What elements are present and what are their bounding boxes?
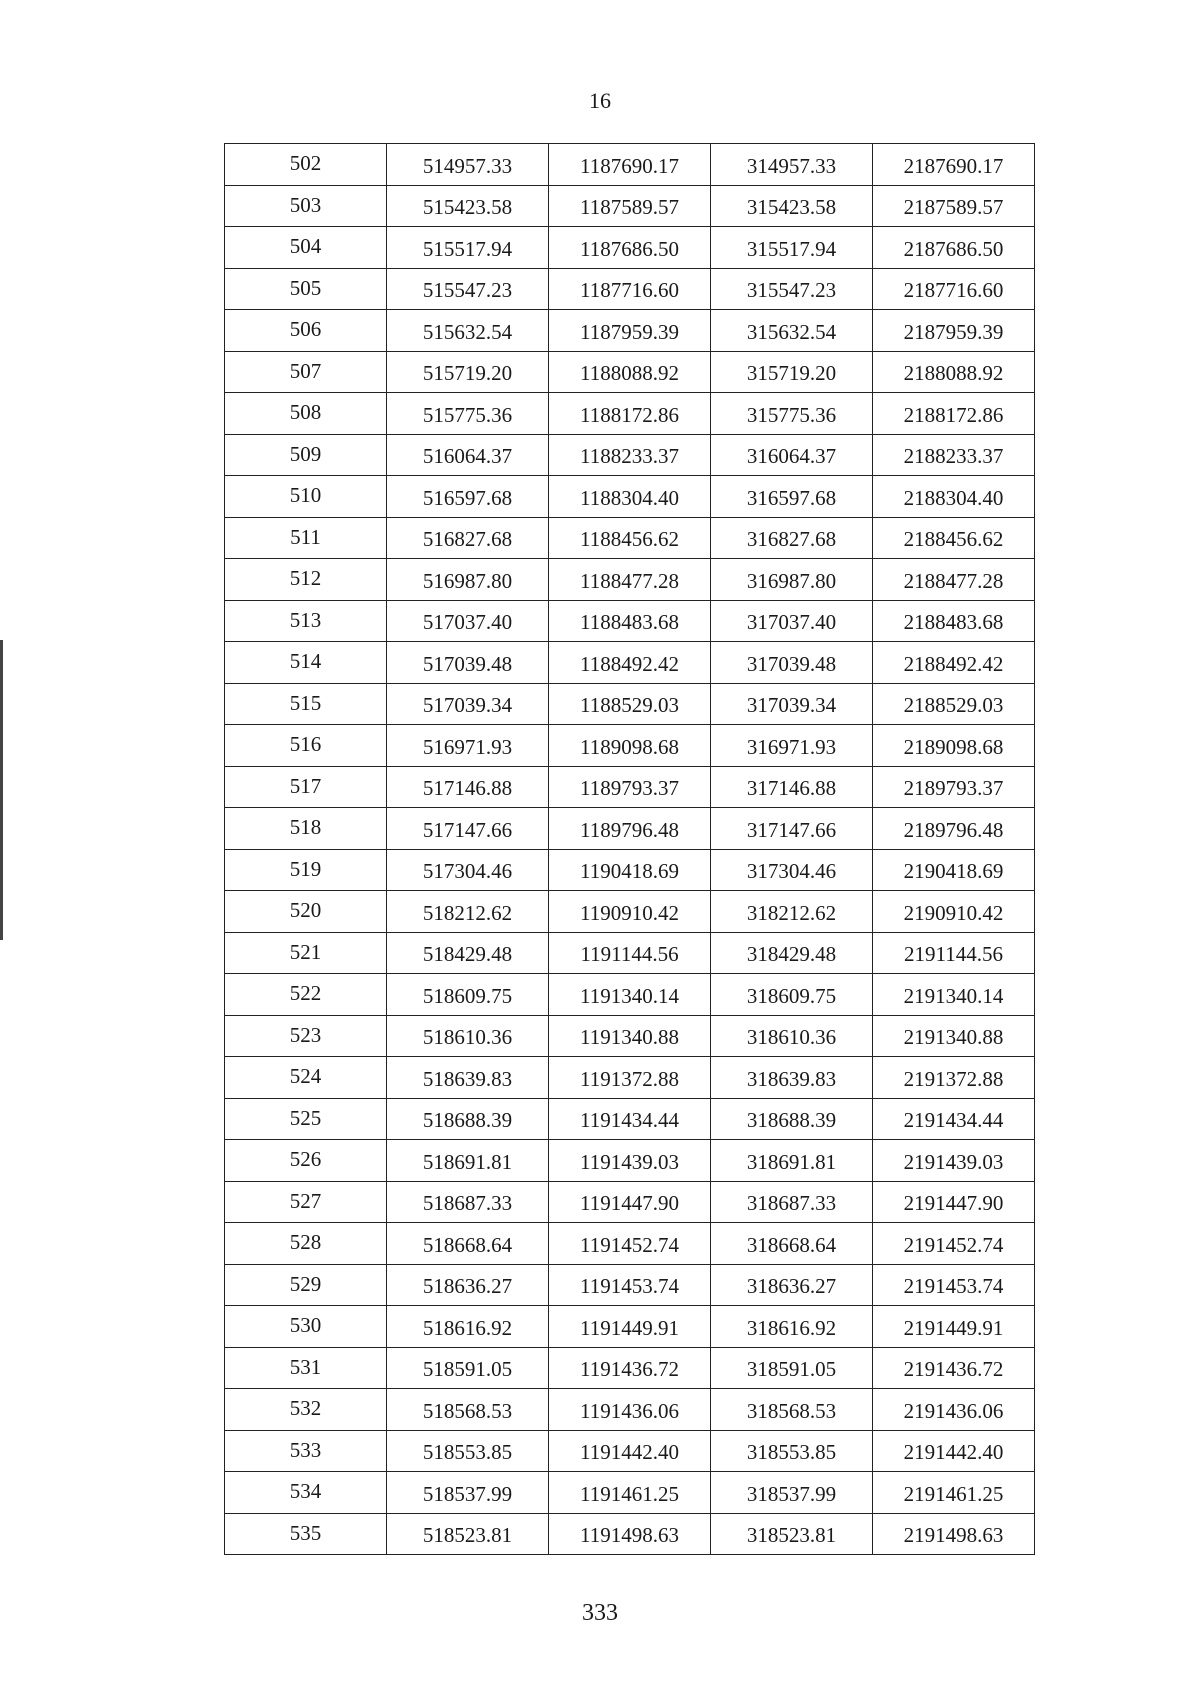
point-number-cell: 507 [225,351,387,393]
coordinate-cell: 315775.36 [711,393,873,435]
coordinate-cell: 318668.64 [711,1223,873,1265]
table-row [225,849,1035,891]
coordinate-cell: 518639.83 [387,1057,549,1099]
point-number-cell: 514 [225,642,387,684]
coordinate-cell: 518688.39 [387,1098,549,1140]
coordinate-cell: 316827.68 [711,517,873,559]
coordinate-cell: 318429.48 [711,932,873,974]
point-number-cell: 508 [225,393,387,435]
coordinate-cell: 318591.05 [711,1347,873,1389]
table-row [225,1389,1035,1431]
point-number-cell: 518 [225,808,387,850]
coordinate-cell: 316597.68 [711,476,873,518]
coordinate-cell: 2188483.68 [873,600,1035,642]
coordinate-cell: 2188492.42 [873,642,1035,684]
coordinate-cell: 2191436.72 [873,1347,1035,1389]
coordinate-cell: 1191461.25 [549,1472,711,1514]
point-number-cell: 528 [225,1223,387,1265]
coordinate-cell: 318691.81 [711,1140,873,1182]
coordinate-cell: 315423.58 [711,185,873,227]
coordinate-cell: 2187959.39 [873,310,1035,352]
table-row [225,1430,1035,1472]
table-row [225,1057,1035,1099]
table-row [225,268,1035,310]
coordinate-cell: 317039.34 [711,683,873,725]
table-row [225,1223,1035,1265]
table-row [225,476,1035,518]
point-number-cell: 503 [225,185,387,227]
point-number-cell: 509 [225,434,387,476]
point-number-cell: 521 [225,932,387,974]
coordinate-cell: 515775.36 [387,393,549,435]
page-number-bottom: 333 [582,1600,618,1626]
table-row [225,1140,1035,1182]
point-number-cell: 526 [225,1140,387,1182]
point-number-cell: 504 [225,227,387,269]
point-number-cell: 516 [225,725,387,767]
point-number-cell: 533 [225,1430,387,1472]
coordinate-cell: 2191449.91 [873,1306,1035,1348]
table-row [225,891,1035,933]
point-number-cell: 530 [225,1306,387,1348]
coordinate-cell: 315547.23 [711,268,873,310]
table-row [225,310,1035,352]
coordinate-cell: 2187690.17 [873,144,1035,186]
point-number-cell: 525 [225,1098,387,1140]
point-number-cell: 534 [225,1472,387,1514]
table-row [225,185,1035,227]
point-number-cell: 532 [225,1389,387,1431]
coordinate-cell: 2191372.88 [873,1057,1035,1099]
table-row [225,932,1035,974]
point-number-cell: 523 [225,1015,387,1057]
coordinate-cell: 517304.46 [387,849,549,891]
coordinate-cell: 2189793.37 [873,766,1035,808]
point-number-cell: 519 [225,849,387,891]
point-number-cell: 506 [225,310,387,352]
coordinate-cell: 516987.80 [387,559,549,601]
table-row [225,559,1035,601]
coordinate-cell: 1188483.68 [549,600,711,642]
table-row [225,1015,1035,1057]
coordinate-cell: 518668.64 [387,1223,549,1265]
coordinate-cell: 1191439.03 [549,1140,711,1182]
table-row [225,642,1035,684]
coordinate-cell: 2191447.90 [873,1181,1035,1223]
coordinate-cell: 317304.46 [711,849,873,891]
table-row [225,1513,1035,1555]
table-row [225,974,1035,1016]
table-row [225,1306,1035,1348]
coordinate-cell: 518591.05 [387,1347,549,1389]
coordinate-cell: 2191498.63 [873,1513,1035,1555]
table-row [225,351,1035,393]
point-number-cell: 502 [225,144,387,186]
table-row [225,1098,1035,1140]
table-row [225,725,1035,767]
coordinates-table [224,143,1035,1555]
table-row [225,1472,1035,1514]
coordinate-cell: 1190418.69 [549,849,711,891]
coordinate-cell: 517147.66 [387,808,549,850]
coordinate-cell: 518609.75 [387,974,549,1016]
coordinate-cell: 2191442.40 [873,1430,1035,1472]
coordinate-cell: 517037.40 [387,600,549,642]
coordinate-cell: 317039.48 [711,642,873,684]
coordinate-cell: 1189796.48 [549,808,711,850]
coordinate-cell: 517146.88 [387,766,549,808]
coordinate-cell: 518687.33 [387,1181,549,1223]
coordinate-cell: 1188233.37 [549,434,711,476]
point-number-cell: 515 [225,683,387,725]
coordinate-cell: 518212.62 [387,891,549,933]
coordinate-cell: 316987.80 [711,559,873,601]
coordinate-cell: 1187716.60 [549,268,711,310]
coordinate-cell: 2188172.86 [873,393,1035,435]
coordinate-cell: 316064.37 [711,434,873,476]
coordinate-cell: 2191434.44 [873,1098,1035,1140]
coordinate-cell: 518537.99 [387,1472,549,1514]
point-number-cell: 510 [225,476,387,518]
point-number-cell: 531 [225,1347,387,1389]
coordinate-cell: 518636.27 [387,1264,549,1306]
coordinate-cell: 315517.94 [711,227,873,269]
coordinate-cell: 1187686.50 [549,227,711,269]
coordinate-cell: 317146.88 [711,766,873,808]
coordinate-cell: 516971.93 [387,725,549,767]
table-row [225,1347,1035,1389]
coordinate-cell: 318537.99 [711,1472,873,1514]
coordinate-cell: 2189098.68 [873,725,1035,767]
point-number-cell: 517 [225,766,387,808]
coordinate-cell: 518429.48 [387,932,549,974]
coordinate-cell: 517039.48 [387,642,549,684]
coordinate-cell: 316971.93 [711,725,873,767]
coordinate-cell: 2190910.42 [873,891,1035,933]
point-number-cell: 527 [225,1181,387,1223]
coordinate-cell: 2188088.92 [873,351,1035,393]
coordinate-cell: 516597.68 [387,476,549,518]
coordinate-cell: 1189098.68 [549,725,711,767]
coordinate-cell: 1191447.90 [549,1181,711,1223]
coordinate-cell: 2190418.69 [873,849,1035,891]
coordinate-cell: 1188456.62 [549,517,711,559]
coordinate-cell: 1188172.86 [549,393,711,435]
coordinate-cell: 515517.94 [387,227,549,269]
coordinate-cell: 2187589.57 [873,185,1035,227]
coordinate-cell: 515632.54 [387,310,549,352]
coordinate-cell: 317147.66 [711,808,873,850]
table-row [225,683,1035,725]
coordinate-cell: 518691.81 [387,1140,549,1182]
point-number-cell: 505 [225,268,387,310]
point-number-cell: 511 [225,517,387,559]
coordinate-cell: 518553.85 [387,1430,549,1472]
coordinate-cell: 317037.40 [711,600,873,642]
coordinate-cell: 2191461.25 [873,1472,1035,1514]
coordinate-cell: 518568.53 [387,1389,549,1431]
coordinate-cell: 315632.54 [711,310,873,352]
coordinate-cell: 1189793.37 [549,766,711,808]
coordinate-cell: 1188492.42 [549,642,711,684]
coordinate-cell: 315719.20 [711,351,873,393]
coordinate-cell: 516064.37 [387,434,549,476]
point-number-cell: 522 [225,974,387,1016]
table-row [225,393,1035,435]
page-number-top: 16 [589,88,611,113]
coordinate-cell: 2187716.60 [873,268,1035,310]
table-row [225,766,1035,808]
coordinate-cell: 1191452.74 [549,1223,711,1265]
table-row [225,144,1035,186]
coordinate-cell: 1191453.74 [549,1264,711,1306]
coordinate-cell: 318553.85 [711,1430,873,1472]
coordinate-cell: 2188477.28 [873,559,1035,601]
coordinate-cell: 1187690.17 [549,144,711,186]
coordinate-cell: 1191144.56 [549,932,711,974]
coordinate-cell: 1191498.63 [549,1513,711,1555]
coordinate-cell: 2191453.74 [873,1264,1035,1306]
table-row [225,1264,1035,1306]
point-number-cell: 524 [225,1057,387,1099]
coordinate-cell: 1191434.44 [549,1098,711,1140]
coordinate-cell: 514957.33 [387,144,549,186]
coordinate-cell: 1187589.57 [549,185,711,227]
coordinate-cell: 318688.39 [711,1098,873,1140]
coordinate-cell: 2191439.03 [873,1140,1035,1182]
table-row [225,1181,1035,1223]
coordinate-cell: 518523.81 [387,1513,549,1555]
coordinate-cell: 2191144.56 [873,932,1035,974]
coordinate-cell: 2188456.62 [873,517,1035,559]
coordinate-cell: 1191340.88 [549,1015,711,1057]
coordinate-cell: 2191340.88 [873,1015,1035,1057]
coordinate-cell: 516827.68 [387,517,549,559]
coordinate-cell: 318636.27 [711,1264,873,1306]
coordinate-cell: 515719.20 [387,351,549,393]
coordinates-table-body [225,144,1035,1555]
coordinate-cell: 314957.33 [711,144,873,186]
coordinate-cell: 1188529.03 [549,683,711,725]
coordinate-cell: 318568.53 [711,1389,873,1431]
coordinate-cell: 318523.81 [711,1513,873,1555]
table-row [225,227,1035,269]
table-row [225,517,1035,559]
coordinate-cell: 318609.75 [711,974,873,1016]
coordinate-cell: 1188304.40 [549,476,711,518]
coordinate-cell: 2188233.37 [873,434,1035,476]
table-row [225,600,1035,642]
coordinate-cell: 2191452.74 [873,1223,1035,1265]
coordinate-cell: 1191442.40 [549,1430,711,1472]
coordinate-cell: 2188304.40 [873,476,1035,518]
coordinate-cell: 2187686.50 [873,227,1035,269]
coordinate-cell: 318212.62 [711,891,873,933]
coordinate-cell: 318687.33 [711,1181,873,1223]
coordinate-cell: 1188088.92 [549,351,711,393]
point-number-cell: 513 [225,600,387,642]
coordinate-cell: 1188477.28 [549,559,711,601]
table-row [225,808,1035,850]
point-number-cell: 535 [225,1513,387,1555]
coordinate-cell: 515547.23 [387,268,549,310]
coordinate-cell: 1191436.72 [549,1347,711,1389]
coordinate-cell: 518616.92 [387,1306,549,1348]
table-row [225,434,1035,476]
coordinate-cell: 1191372.88 [549,1057,711,1099]
coordinate-cell: 1187959.39 [549,310,711,352]
coordinate-cell: 318616.92 [711,1306,873,1348]
coordinate-cell: 2189796.48 [873,808,1035,850]
point-number-cell: 529 [225,1264,387,1306]
coordinate-cell: 318639.83 [711,1057,873,1099]
coordinate-cell: 2191436.06 [873,1389,1035,1431]
coordinate-cell: 1191436.06 [549,1389,711,1431]
point-number-cell: 520 [225,891,387,933]
coordinate-cell: 1190910.42 [549,891,711,933]
point-number-cell: 512 [225,559,387,601]
coordinate-cell: 2191340.14 [873,974,1035,1016]
coordinate-cell: 1191449.91 [549,1306,711,1348]
coordinate-cell: 318610.36 [711,1015,873,1057]
coordinate-cell: 2188529.03 [873,683,1035,725]
coordinate-cell: 515423.58 [387,185,549,227]
coordinate-cell: 518610.36 [387,1015,549,1057]
coordinate-cell: 517039.34 [387,683,549,725]
scan-edge-mark [0,640,3,940]
coordinate-cell: 1191340.14 [549,974,711,1016]
